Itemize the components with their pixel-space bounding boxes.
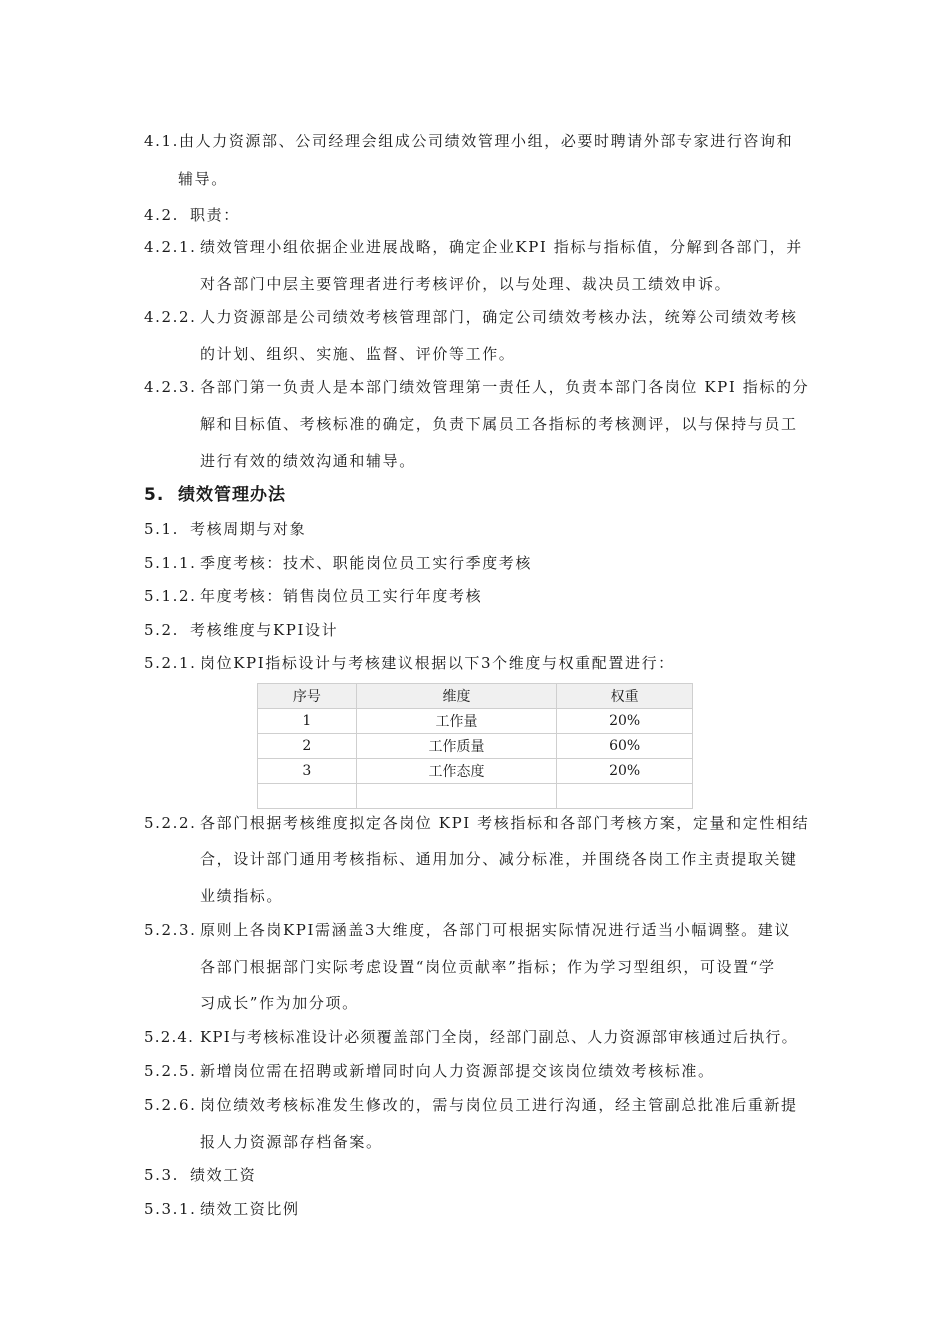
- clause-number: 5.2.6.: [144, 1096, 197, 1114]
- clause-number: 5.2.: [144, 621, 180, 639]
- clause-text: 业绩指标。: [200, 887, 284, 905]
- table-cell: [258, 784, 357, 809]
- table-cell: [356, 784, 557, 809]
- table-row: [258, 709, 693, 734]
- paragraph-5-2-2-cont-1: [200, 849, 798, 869]
- clause-text: 习成长”作为加分项。: [200, 994, 359, 1012]
- table-cell: 工作态度: [356, 759, 557, 784]
- table-header-row: [258, 684, 693, 709]
- clause-text: 报人力资源部存档备案。: [200, 1133, 383, 1151]
- table-cell: 20%: [557, 709, 693, 734]
- paragraph-5-1: [144, 519, 306, 539]
- section-number: 5.: [144, 485, 165, 505]
- paragraph-5-2-4: [144, 1027, 798, 1047]
- paragraph-5-2-5: [144, 1061, 715, 1081]
- paragraph-4-2-1: [144, 237, 803, 257]
- table-cell: 2: [258, 734, 357, 759]
- clause-text: 对各部门中层主要管理者进行考核评价，以与处理、裁决员工绩效申诉。: [200, 275, 732, 293]
- paragraph-5-2-1: [144, 653, 675, 673]
- table-cell: 60%: [557, 734, 693, 759]
- paragraph-5-2-6: [144, 1095, 798, 1115]
- clause-number: 4.2.2.: [144, 308, 197, 326]
- clause-text: 新增岗位需在招聘或新增同时向人力资源部提交该岗位绩效考核标准。: [200, 1062, 715, 1080]
- table-cell: 20%: [557, 759, 693, 784]
- clause-number: 5.2.2.: [144, 814, 197, 832]
- clause-text: 考核周期与对象: [190, 520, 307, 538]
- clause-text: 各部门根据考核维度拟定各岗位 KPI 考核指标和各部门考核方案，定量和定性相结: [200, 814, 810, 832]
- paragraph-5-3-1: [144, 1199, 300, 1219]
- header-cell: 权重: [557, 684, 693, 709]
- paragraph-5-3: [144, 1165, 256, 1185]
- clause-text: 由人力资源部、公司经理会组成公司绩效管理小组，必要时聘请外部专家进行咨询和: [179, 132, 794, 150]
- clause-text: 解和目标值、考核标准的确定，负责下属员工各指标的考核测评，以与保持与员工: [200, 415, 798, 433]
- clause-text: 岗位KPI指标设计与考核建议根据以下3个维度与权重配置进行：: [200, 654, 675, 672]
- table-row: [258, 784, 693, 809]
- clause-text: 考核维度与KPI设计: [190, 621, 339, 639]
- dimension-weight-table: [257, 683, 693, 809]
- clause-number: 5.1.: [144, 520, 180, 538]
- clause-number: 5.3.1.: [144, 1200, 197, 1218]
- paragraph-4-2-2-cont: [200, 344, 515, 364]
- clause-text: 的计划、组织、实施、监督、评价等工作。: [200, 345, 516, 363]
- clause-text: 进行有效的绩效沟通和辅导。: [200, 452, 416, 470]
- paragraph-4-2-1-cont: [200, 274, 731, 294]
- paragraph-5-2-2-cont-2: [200, 886, 283, 906]
- paragraph-5-2-3: [144, 920, 791, 940]
- paragraph-5-2: [144, 620, 338, 640]
- clause-number: 5.2.1.: [144, 654, 197, 672]
- clause-text: 原则上各岗KPI需涵盖3大维度，各部门可根据实际情况进行适当小幅调整。建议: [200, 921, 791, 939]
- clause-number: 5.1.1.: [144, 554, 197, 572]
- clause-text: 绩效工资: [190, 1166, 257, 1184]
- table-cell: 工作质量: [356, 734, 557, 759]
- clause-text: 各部门根据部门实际考虑设置“岗位贡献率”指标；作为学习型组织，可设置“学: [200, 958, 776, 976]
- paragraph-4-2-3: [144, 377, 809, 397]
- header-cell: 维度: [356, 684, 557, 709]
- clause-text: KPI与考核标准设计必须覆盖部门全岗，经部门副总、人力资源部审核通过后执行。: [200, 1028, 798, 1046]
- table-cell: 工作量: [356, 709, 557, 734]
- clause-text: 职责：: [190, 206, 240, 224]
- header-cell: 序号: [258, 684, 357, 709]
- clause-text: 绩效工资比例: [200, 1200, 300, 1218]
- clause-text: 辅导。: [178, 170, 228, 188]
- paragraph-5-2-6-cont: [200, 1132, 383, 1152]
- clause-text: 人力资源部是公司绩效考核管理部门，确定公司绩效考核办法，统筹公司绩效考核: [200, 308, 798, 326]
- table-cell: 1: [258, 709, 357, 734]
- clause-text: 季度考核：技术、职能岗位员工实行季度考核: [200, 554, 533, 572]
- paragraph-4-1: [144, 131, 793, 151]
- section-heading-5: [144, 484, 286, 506]
- clause-number: 4.1.: [144, 132, 180, 150]
- clause-number: 5.2.4.: [144, 1028, 195, 1046]
- paragraph-4-2: [144, 205, 240, 225]
- paragraph-5-1-2: [144, 586, 482, 606]
- clause-text: 合，设计部门通用考核指标、通用加分、减分标准，并围绕各岗工作主责提取关键: [200, 850, 798, 868]
- table-cell: [557, 784, 693, 809]
- paragraph-4-2-2: [144, 307, 798, 327]
- clause-number: 5.2.5.: [144, 1062, 197, 1080]
- clause-text: 绩效管理小组依据企业进展战略，确定企业KPI 指标与指标值，分解到各部门，并: [200, 238, 803, 256]
- clause-text: 年度考核：销售岗位员工实行年度考核: [200, 587, 483, 605]
- clause-number: 4.2.1.: [144, 238, 197, 256]
- clause-text: 岗位绩效考核标准发生修改的，需与岗位员工进行沟通，经主管副总批准后重新提: [200, 1096, 798, 1114]
- paragraph-5-2-3-cont-1: [200, 957, 776, 977]
- paragraph-4-2-3-cont-2: [200, 451, 416, 471]
- clause-number: 4.2.: [144, 206, 180, 224]
- table-cell: 3: [258, 759, 357, 784]
- table-row: [258, 734, 693, 759]
- section-title: 绩效管理办法: [178, 485, 286, 505]
- clause-number: 5.2.3.: [144, 921, 197, 939]
- paragraph-5-2-2: [144, 813, 809, 833]
- paragraph-5-1-1: [144, 553, 532, 573]
- table-row: [258, 759, 693, 784]
- clause-number: 5.1.2.: [144, 587, 197, 605]
- clause-number: 4.2.3.: [144, 378, 197, 396]
- paragraph-5-2-3-cont-2: [200, 993, 359, 1013]
- paragraph-4-2-3-cont-1: [200, 414, 798, 434]
- clause-text: 各部门第一负责人是本部门绩效管理第一责任人，负责本部门各岗位 KPI 指标的分: [200, 378, 810, 396]
- paragraph-4-1-cont: [178, 169, 228, 189]
- clause-number: 5.3.: [144, 1166, 180, 1184]
